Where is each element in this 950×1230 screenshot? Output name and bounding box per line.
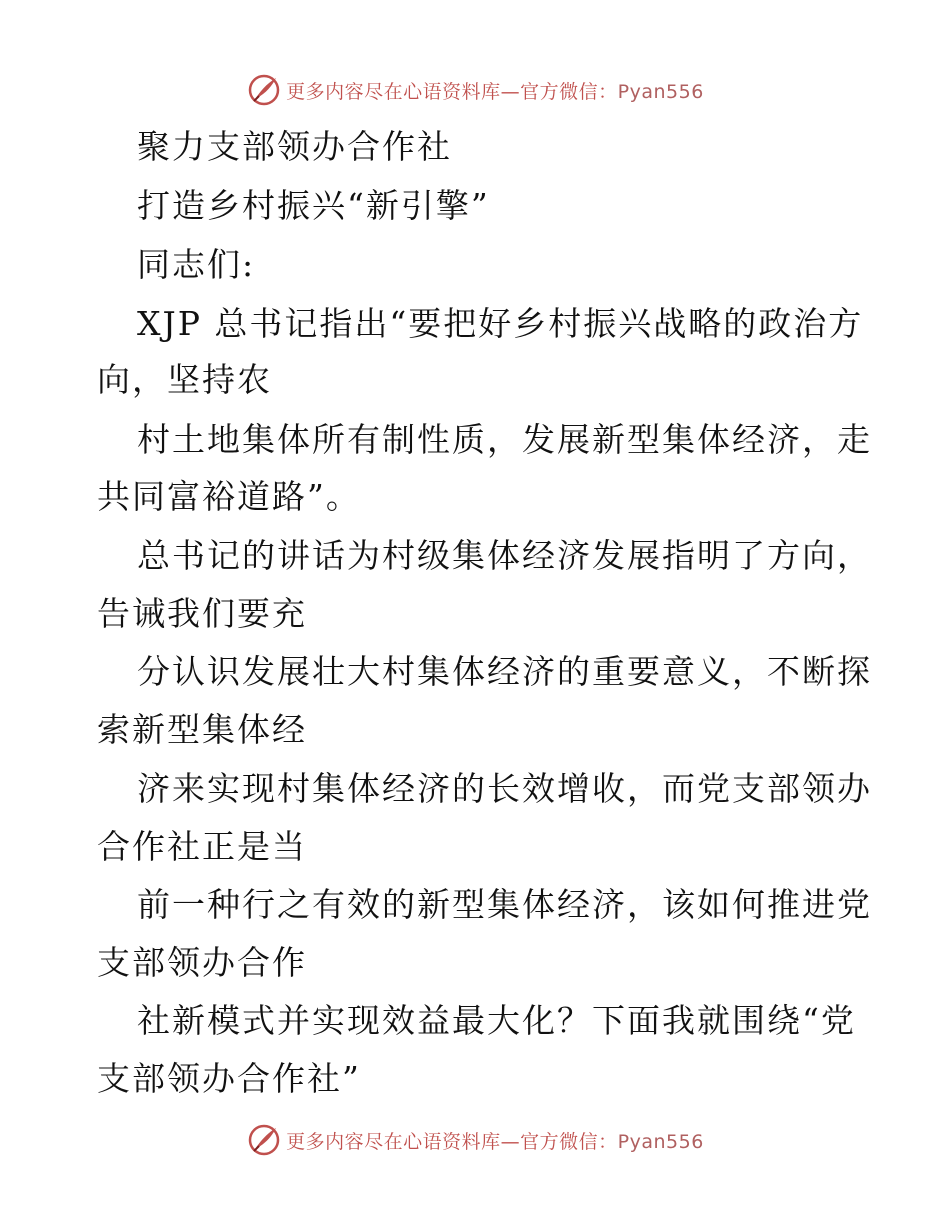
doc-title-line-1: 聚力支部领办合作社 (137, 127, 452, 166)
doc-text-line: 社新模式并实现效益最大化？下面我就围绕“党 (137, 1001, 856, 1040)
header-watermark (0, 70, 950, 110)
watermark-text: 更多内容尽在心语资料库—官方微信：Pyan556 (286, 1130, 704, 1153)
quill-logo-icon (246, 1122, 282, 1158)
doc-text-line: 合作社正是当 (97, 827, 307, 866)
doc-text-line: 支部领办合作社” (97, 1059, 361, 1098)
doc-text-line: 总书记的讲话为村级集体经济发展指明了方向， (137, 536, 872, 575)
doc-text-line: 支部领办合作 (97, 943, 307, 982)
doc-text-line: 济来实现村集体经济的长效增收，而党支部领办 (137, 769, 872, 808)
quill-logo-icon (246, 72, 282, 108)
doc-text-line: 共同富裕道路”。 (97, 477, 361, 516)
doc-text-line: 告诫我们要充 (97, 594, 307, 633)
doc-text-line: 分认识发展壮大村集体经济的重要意义，不断探 (137, 652, 872, 691)
footer-watermark (0, 1120, 950, 1160)
doc-text-line: 索新型集体经 (97, 710, 307, 749)
doc-text-line: 向，坚持农 (97, 360, 272, 399)
doc-text-line: 前一种行之有效的新型集体经济，该如何推进党 (137, 885, 872, 924)
doc-salutation: 同志们: (137, 245, 256, 284)
doc-text-line: XJP 总书记指出“要把好乡村振兴战略的政治方 (137, 304, 864, 343)
doc-title-line-2: 打造乡村振兴“新引擎” (137, 186, 490, 225)
watermark-text: 更多内容尽在心语资料库—官方微信：Pyan556 (286, 80, 704, 103)
doc-text-line: 村土地集体所有制性质，发展新型集体经济，走 (137, 420, 872, 459)
